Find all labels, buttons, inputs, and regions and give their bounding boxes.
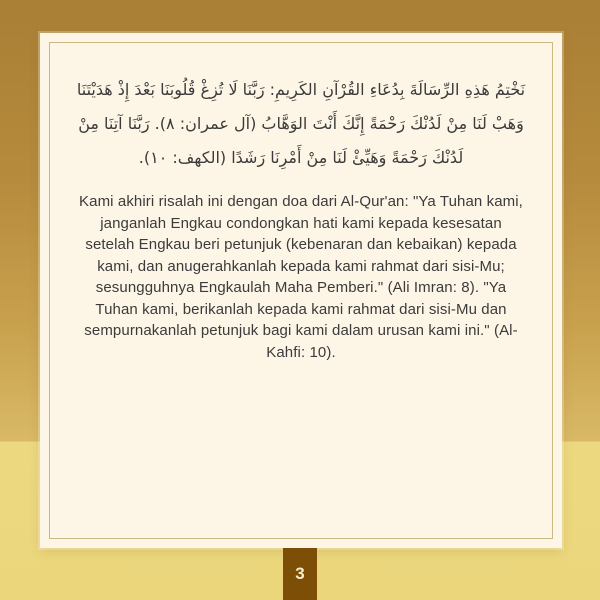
arabic-dua-block — [60, 73, 542, 175]
arabic-dua-line-2: وَهَبْ لَنَا مِنْ لَدُنْكَ رَحْمَةً إِنَّكَ أَنْتَ الوَهَّابُ (آل عمران: ٨). رَبَّنَا آتِنَا مِنْ — [78, 114, 524, 133]
translation-text: Kami akhiri risalah ini dengan doa dari Al-Qur'an: "Ya Tuhan kami, janganlah Engkau condongkan hati kami kepada kesesatan setelah Engkau beri petunjuk (kebenaran dan kebaikan) kepada kami, dan anugerahkanlah kepada kami rahmat dari sisi-Mu; sesungguhnya Engkaulah Maha Pemberi." (Ali Imran: 8). "Ya Tuhan kami, berikanlah kepada kami rahmat dari sisi-Mu dan sempurnakanlah petunjuk bagi kami dalam urusan kami ini." (Al-Kahfi: 10). — [79, 193, 523, 361]
page-number-badge — [283, 548, 317, 600]
arabic-dua-line-3: لَدُنْكَ رَحْمَةً وَهَيِّئْ لَنَا مِنْ أَمْرِنَا رَشَدًا (الكهف: ١٠). — [138, 148, 464, 167]
arabic-dua-line-1: نَخْتِمُ هَذِهِ الرِّسَالَةَ بِدُعَاءِ القُرْآنِ الكَرِيمِ: رَبَّنَا لَا تُزِغْ قُلُوبَنَا بَعْدَ إِذْ هَدَيْتَنَا — [76, 80, 526, 99]
content-card — [40, 33, 562, 548]
page-number: 3 — [295, 564, 305, 583]
